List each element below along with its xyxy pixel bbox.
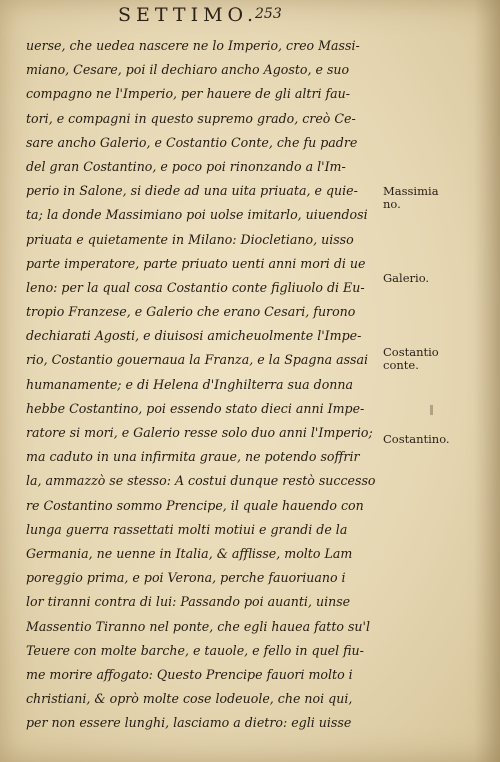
text-line: del gran Costantino, e poco poi rinonzando a l'Im-	[26, 158, 346, 174]
text-line: Teuere con molte barche, e tauole, e fello in quel fiu-	[26, 642, 364, 658]
text-line: tori, e compagni in questo supremo grado, creò Ce-	[26, 110, 356, 126]
margin-note-line: Massimia	[383, 184, 439, 198]
text-line: compagno ne l'Imperio, per hauere de gli altri fau-	[26, 86, 351, 102]
text-line: christiani, & oprò molte cose lodeuole, che noi qui,	[26, 691, 353, 707]
text-line: re Costantino sommo Prencipe, il quale hauendo con	[26, 497, 364, 513]
margin-note-costantio	[383, 346, 439, 372]
margin-note-line: no.	[383, 197, 401, 211]
body-text	[26, 34, 382, 735]
text-line: lunga guerra rassettati molti motiui e grandi de la	[26, 521, 348, 537]
text-line: hebbe Costantino, poi essendo stato dieci anni Impe-	[26, 400, 365, 416]
margin-note-line: Costantino.	[383, 432, 450, 446]
text-line: la, ammazzò se stesso: A costui dunque restò successo	[26, 473, 376, 489]
text-line: poreggio prima, e poi Verona, perche fauoriuano i	[26, 570, 346, 586]
text-line: sare ancho Galerio, e Costantio Conte, che fu padre	[26, 134, 358, 150]
running-head: SETTIMO.	[118, 4, 259, 26]
margin-note-massimiano	[383, 185, 439, 211]
text-line: Germania, ne uenne in Italia, & afflisse, molto Lam	[26, 545, 353, 561]
text-line: leno: per la qual cosa Costantio conte figliuolo di Eu-	[26, 279, 365, 295]
text-line: humanamente; e di Helena d'Inghilterra sua donna	[26, 376, 354, 392]
text-line: priuata e quietamente in Milano: Diocletiano, uisso	[26, 231, 354, 247]
text-line: miano, Cesare, poi il dechiaro ancho Agosto, e suo	[26, 62, 350, 78]
text-line: dechiarati Agosti, e diuisosi amicheuolmente l'Impe-	[26, 328, 362, 344]
text-line: uerse, che uedea nascere ne lo Imperio, creo Massi-	[26, 38, 360, 53]
margin-note-costantino	[383, 433, 450, 446]
text-line: ratore si mori, e Galerio resse solo duo anni l'Imperio;	[26, 425, 373, 440]
text-line: perio in Salone, si diede ad una uita priuata, e quie-	[26, 183, 358, 199]
margin-notes	[383, 0, 498, 762]
text-line: rio, Costantio gouernaua la Franza, e la Spagna assai	[26, 352, 369, 368]
text-line: ta; la donde Massimiano poi uolse imitarlo, uiuendosi	[26, 207, 368, 223]
text-line: tropio Franzese, e Galerio che erano Cesari, furono	[26, 304, 356, 320]
text-line: parte imperatore, parte priuato uenti anni mori di ue	[26, 255, 366, 271]
margin-note-line: conte.	[383, 358, 419, 372]
ink-blemish	[430, 405, 433, 415]
margin-note-line: Galerio.	[383, 271, 430, 285]
margin-note-galerio	[383, 272, 429, 285]
text-line: lor tiranni contra di lui: Passando poi auanti, uinse	[26, 594, 351, 610]
text-line: per non essere lunghi, lasciamo a dietro: egli uisse	[26, 715, 352, 731]
page-number: 253	[255, 6, 282, 22]
text-line: ma caduto in una infirmita graue, ne potendo soffrir	[26, 449, 360, 465]
text-line: Massentio Tiranno nel ponte, che egli hauea fatto su'l	[26, 618, 371, 634]
margin-note-line: Costantio	[383, 345, 439, 359]
text-line: me morire affogato: Questo Prencipe fauori molto i	[26, 666, 353, 682]
